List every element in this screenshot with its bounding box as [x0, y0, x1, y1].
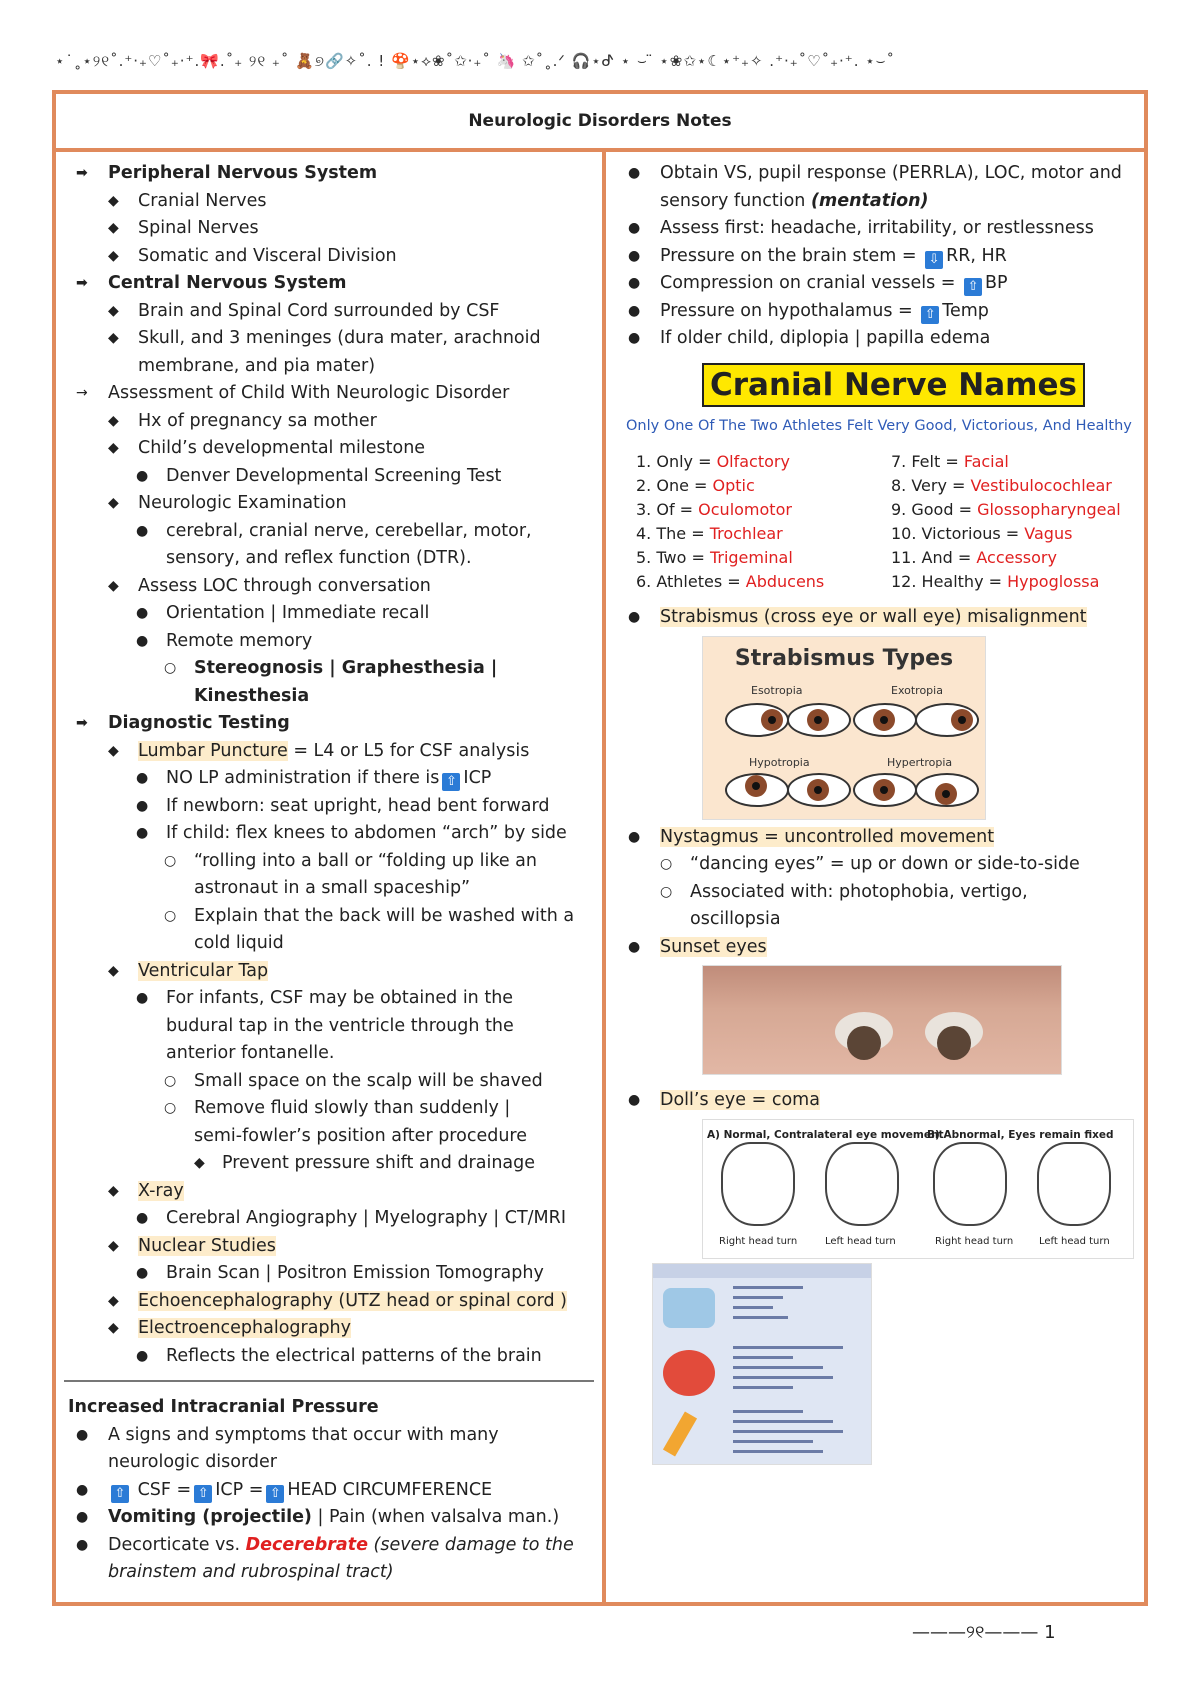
list-item: ○ “dancing eyes” = up or down or side-to-side	[616, 851, 1142, 879]
list-item	[616, 934, 1142, 962]
up-arrow-icon: ⇧	[111, 1485, 129, 1503]
section-heading: Increased Intracranial Pressure	[68, 1397, 379, 1417]
bullet-icon: ●	[136, 522, 149, 539]
diamond-icon: ◆	[108, 302, 119, 319]
cranial-nerve-mnemonic: Only One Of The Two Athletes Felt Very Good, Victorious, And Healthy	[626, 417, 1132, 434]
list-item: ● Obtain VS, pupil response (PERRLA), LOC, motor and	[616, 160, 1142, 188]
mouth-icon	[663, 1350, 715, 1396]
bullet-icon: ●	[136, 770, 149, 786]
figure-label: Exotropia	[891, 683, 943, 697]
list-item-continuation: sensory, and reflex function (DTR).	[166, 548, 472, 568]
list-item-continuation: neurologic disorder	[108, 1452, 277, 1472]
list-item: 7. Felt = Facial	[891, 452, 1009, 471]
list-item: ○ Stereognosis | Graphesthesia |	[64, 655, 594, 683]
up-arrow-icon: ⇧	[442, 773, 460, 791]
list-item-continuation: membrane, and pia mater)	[138, 355, 376, 376]
list-item: ➡ Central Nervous System	[64, 270, 594, 298]
up-arrow-icon: ⇧	[266, 1485, 284, 1503]
list-item: 11. And = Accessory	[891, 548, 1057, 567]
list-item	[64, 958, 594, 986]
diamond-icon: ◆	[108, 1320, 119, 1336]
glasgow-coma-scale-figure	[652, 1263, 872, 1465]
list-item: ○ Small space on the scalp will be shaved	[64, 1068, 594, 1096]
eye-icon	[853, 773, 917, 807]
bullet-icon: ●	[76, 1536, 89, 1553]
bullet-icon: ●	[136, 1265, 149, 1281]
list-item: → Assessment of Child With Neurologic Disorder	[64, 380, 594, 408]
highlight: Doll’s eye = coma	[660, 1090, 820, 1110]
list-item: ● Reflects the electrical patterns of the brain	[64, 1343, 594, 1371]
circle-bullet-icon: ○	[164, 907, 177, 924]
face-icon	[933, 1142, 1007, 1226]
eyes-icon	[663, 1288, 715, 1328]
bullet-icon: ●	[76, 1426, 89, 1443]
figure-label: Esotropia	[751, 683, 803, 697]
bullet-icon: ●	[628, 828, 641, 845]
eye-icon	[853, 703, 917, 737]
diamond-icon: ◆	[108, 247, 119, 264]
diamond-icon: ◆	[108, 1237, 119, 1254]
list-item: ◆ Somatic and Visceral Division	[64, 243, 594, 271]
eye-icon	[787, 703, 851, 737]
diamond-icon: ◆	[194, 1155, 205, 1171]
list-item: ● Decorticate vs. Decerebrate (severe damage to the	[64, 1532, 594, 1560]
diamond-icon: ◆	[108, 330, 119, 346]
text-line	[733, 1450, 823, 1453]
text-line	[733, 1420, 833, 1423]
circle-bullet-icon: ○	[164, 852, 177, 869]
text-line	[733, 1386, 793, 1389]
bullet-icon: ●	[628, 220, 641, 236]
list-item-continuation: anterior fontanelle.	[166, 1043, 335, 1063]
list-item: ◆ Prevent pressure shift and drainage	[64, 1150, 594, 1178]
list-item: ○ Remove fluid slowly than suddenly |	[64, 1095, 594, 1123]
highlight: Echoencephalography (UTZ head or spinal cord )	[138, 1290, 567, 1311]
section-divider	[64, 1380, 594, 1382]
bullet-icon: ●	[628, 275, 641, 291]
sunset-eyes-photo	[702, 965, 1062, 1075]
list-item-continuation: budural tap in the ventricle through the	[166, 1015, 514, 1036]
list-item-continuation: oscillopsia	[690, 909, 781, 929]
list-item-continuation: semi-fowler’s position after procedure	[194, 1125, 527, 1146]
figure-label: Left head turn	[1039, 1236, 1110, 1247]
strabismus-figure	[702, 636, 986, 820]
figure-label: Hypotropia	[749, 755, 810, 769]
list-item: ● NO LP administration if there is ⇧ ICP	[64, 765, 594, 793]
list-item-continuation: cold liquid	[194, 933, 284, 953]
column-divider	[602, 148, 606, 1602]
diamond-icon: ◆	[108, 577, 119, 594]
list-item: ○ Explain that the back will be washed with a	[64, 903, 594, 931]
diamond-icon: ◆	[108, 192, 119, 209]
text-line	[733, 1346, 843, 1349]
arm-icon	[663, 1411, 697, 1456]
highlight: Nystagmus = uncontrolled movement	[660, 826, 995, 847]
arrow-icon: ➡	[76, 275, 88, 291]
list-item: ● Remote memory	[64, 628, 594, 656]
eye-icon	[725, 773, 789, 807]
figure-label: B) Abnormal, Eyes remain fixed	[927, 1128, 1114, 1141]
thin-arrow-icon: →	[76, 385, 88, 401]
diamond-icon: ◆	[108, 220, 119, 236]
decorative-header: ⋆˙˳⋆୨୧˚.⁺‧₊♡˚₊‧⁺.🎀.˚₊ ୨୧ ₊˚ 🧸୭🔗✧˚. ! 🍄⋆⟡❀˚✩‧₊˚ 🦄 ✩˚˳.ᐟ 🎧⋆ᕷ ⋆ ⌣ ̈ ⋆❀✩⋆☾⋆⁺₊✧ .⁺‧₊˚♡˚₊‧⁺. ⋆⌣˚	[55, 52, 896, 70]
list-item: ● Cerebral Angiography | Myelography | CT/MRI	[64, 1205, 594, 1233]
highlight: Ventricular Tap	[138, 960, 269, 981]
text-line	[733, 1440, 813, 1443]
bullet-icon: ●	[628, 609, 641, 625]
list-item: ● Orientation | Immediate recall	[64, 600, 594, 628]
diamond-icon: ◆	[108, 1292, 119, 1309]
bullet-icon: ●	[76, 1481, 89, 1498]
list-item: 2. One = Optic	[636, 476, 755, 495]
list-item-continuation: astronaut in a small spaceship”	[194, 878, 471, 898]
figure-label: A) Normal, Contralateral eye movement	[707, 1128, 944, 1141]
text-line	[733, 1356, 793, 1359]
face-icon	[825, 1142, 899, 1226]
dolls-eye-figure	[702, 1119, 1134, 1259]
list-item: ○ “rolling into a ball or “folding up like an	[64, 848, 594, 876]
figure-label: Right head turn	[935, 1236, 1014, 1247]
list-item: ● If child: flex knees to abdomen “arch” by side	[64, 820, 594, 848]
text-line	[733, 1430, 843, 1433]
list-item	[64, 1288, 594, 1316]
list-item: ● Brain Scan | Positron Emission Tomography	[64, 1260, 594, 1288]
eye-icon	[725, 703, 789, 737]
text-line	[733, 1410, 803, 1413]
bullet-icon: ●	[136, 990, 149, 1006]
figure-header	[653, 1264, 871, 1278]
page-footer: ———୨୧——— 1	[912, 1622, 1056, 1643]
highlight: Lumbar Puncture	[138, 740, 288, 761]
figure-label: Right head turn	[719, 1236, 798, 1247]
list-item: 4. The = Trochlear	[636, 524, 783, 543]
left-column	[64, 160, 594, 1587]
list-item: ◆ Lumbar Puncture = L4 or L5 for CSF analysis	[64, 738, 594, 766]
eye-icon	[787, 773, 851, 807]
diamond-icon: ◆	[108, 495, 119, 511]
highlight: Electroencephalography	[138, 1318, 352, 1338]
list-item: ◆ Skull, and 3 meninges (dura mater, arachnoid	[64, 325, 594, 353]
bullet-icon: ●	[628, 330, 641, 346]
text-line	[733, 1316, 788, 1319]
list-item: ● For infants, CSF may be obtained in the	[64, 985, 594, 1013]
bullet-icon: ●	[628, 302, 641, 319]
list-item: ◆ Hx of pregnancy sa mother	[64, 408, 594, 436]
up-arrow-icon: ⇧	[921, 306, 939, 324]
figure-label: Hypertropia	[887, 755, 953, 769]
list-item: ◆ Assess LOC through conversation	[64, 573, 594, 601]
bullet-icon: ●	[136, 605, 149, 621]
list-item: ➡ Peripheral Nervous System	[64, 160, 594, 188]
list-item: 5. Two = Trigeminal	[636, 548, 793, 567]
bullet-icon: ●	[76, 1509, 89, 1525]
list-item: ● Vomiting (projectile) | Pain (when valsalva man.)	[64, 1504, 594, 1532]
up-arrow-icon: ⇧	[964, 278, 982, 296]
right-column	[616, 160, 1142, 1465]
list-item: 8. Very = Vestibulocochlear	[891, 476, 1112, 495]
highlight: Strabismus (cross eye or wall eye) misalignment	[660, 607, 1087, 627]
list-item-continuation: sensory function (mentation)	[660, 190, 929, 211]
list-item	[616, 824, 1142, 852]
diamond-icon: ◆	[108, 440, 119, 456]
circle-bullet-icon: ○	[164, 1100, 177, 1116]
highlight: Sunset eyes	[660, 936, 767, 957]
list-item: 9. Good = Glossopharyngeal	[891, 500, 1121, 519]
bullet-icon: ●	[136, 467, 149, 484]
list-item: ● Compression on cranial vessels = ⇧ BP	[616, 270, 1142, 298]
list-item: ● ⇧ CSF = ⇧ ICP = ⇧ HEAD CIRCUMFERENCE	[64, 1477, 594, 1505]
text-line	[733, 1376, 833, 1379]
figure-title: Strabismus Types	[734, 645, 954, 671]
bullet-icon: ●	[136, 797, 149, 814]
list-item: ● Pressure on the brain stem = ⇩ RR, HR	[616, 243, 1142, 271]
list-item: ● Assess first: headache, irritability, or restlessness	[616, 215, 1142, 243]
list-item-continuation: brainstem and rubrospinal tract)	[108, 1562, 394, 1582]
cranial-nerve-list	[616, 450, 1142, 594]
list-item: 3. Of = Oculomotor	[636, 500, 792, 519]
list-item: 12. Healthy = Hypoglossa	[891, 572, 1100, 591]
list-item: ● A signs and symptoms that occur with many	[64, 1422, 594, 1450]
list-item	[64, 1178, 594, 1206]
text-line	[733, 1296, 783, 1299]
diamond-icon: ◆	[108, 412, 119, 429]
list-item: ○ Associated with: photophobia, vertigo,	[616, 879, 1142, 907]
eye-icon	[915, 773, 979, 807]
list-item	[64, 1233, 594, 1261]
bullet-icon: ●	[136, 632, 149, 649]
text-line	[733, 1306, 773, 1309]
list-item: ● Denver Developmental Screening Test	[64, 463, 594, 491]
list-item-continuation: Kinesthesia	[194, 685, 310, 706]
text-line	[733, 1286, 803, 1289]
list-item: ● Pressure on hypothalamus = ⇧ Temp	[616, 298, 1142, 326]
face-icon	[1037, 1142, 1111, 1226]
eye-icon	[915, 703, 979, 737]
diamond-icon: ◆	[108, 742, 119, 759]
list-item: ◆ Brain and Spinal Cord surrounded by CSF	[64, 298, 594, 326]
list-item: ◆ Cranial Nerves	[64, 188, 594, 216]
list-item: 1. Only = Olfactory	[636, 452, 790, 471]
bullet-icon: ●	[628, 247, 641, 264]
list-item: ➡ Diagnostic Testing	[64, 710, 594, 738]
bullet-icon: ●	[628, 165, 641, 181]
arrow-icon: ➡	[76, 165, 88, 181]
eye-icon	[835, 1012, 893, 1052]
diamond-icon: ◆	[108, 962, 119, 979]
highlight: Nuclear Studies	[138, 1235, 276, 1256]
text-line	[733, 1366, 823, 1369]
highlight: X-ray	[138, 1180, 184, 1201]
arrow-icon: ➡	[76, 715, 88, 731]
page-title: Neurologic Disorders Notes	[56, 94, 1144, 152]
bullet-icon: ●	[628, 1092, 641, 1108]
list-item	[64, 1315, 594, 1343]
circle-bullet-icon: ○	[660, 856, 673, 872]
list-item: ● cerebral, cranial nerve, cerebellar, motor,	[64, 518, 594, 546]
bullet-icon: ●	[136, 1210, 149, 1226]
circle-bullet-icon: ○	[164, 660, 177, 676]
notes-frame	[52, 90, 1148, 1606]
cranial-nerve-title: Cranial Nerve Names	[702, 363, 1085, 407]
face-icon	[721, 1142, 795, 1226]
list-item: ◆ Child’s developmental milestone	[64, 435, 594, 463]
eye-icon	[925, 1012, 983, 1052]
figure-label: Left head turn	[825, 1236, 896, 1247]
list-item: ● If newborn: seat upright, head bent forward	[64, 793, 594, 821]
list-item: ◆ Spinal Nerves	[64, 215, 594, 243]
diamond-icon: ◆	[108, 1182, 119, 1199]
list-item: ● If older child, diplopia | papilla edema	[616, 325, 1142, 353]
circle-bullet-icon: ○	[660, 883, 673, 900]
bullet-icon: ●	[136, 1347, 149, 1364]
bullet-icon: ●	[628, 938, 641, 955]
list-item	[616, 604, 1142, 632]
up-arrow-icon: ⇧	[194, 1485, 212, 1503]
list-item	[616, 1087, 1142, 1115]
circle-bullet-icon: ○	[164, 1072, 177, 1089]
list-item: 6. Athletes = Abducens	[636, 572, 825, 591]
bullet-icon: ●	[136, 825, 149, 841]
down-arrow-icon: ⇩	[925, 251, 943, 269]
list-item: ◆ Neurologic Examination	[64, 490, 594, 518]
list-item: 10. Victorious = Vagus	[891, 524, 1073, 543]
